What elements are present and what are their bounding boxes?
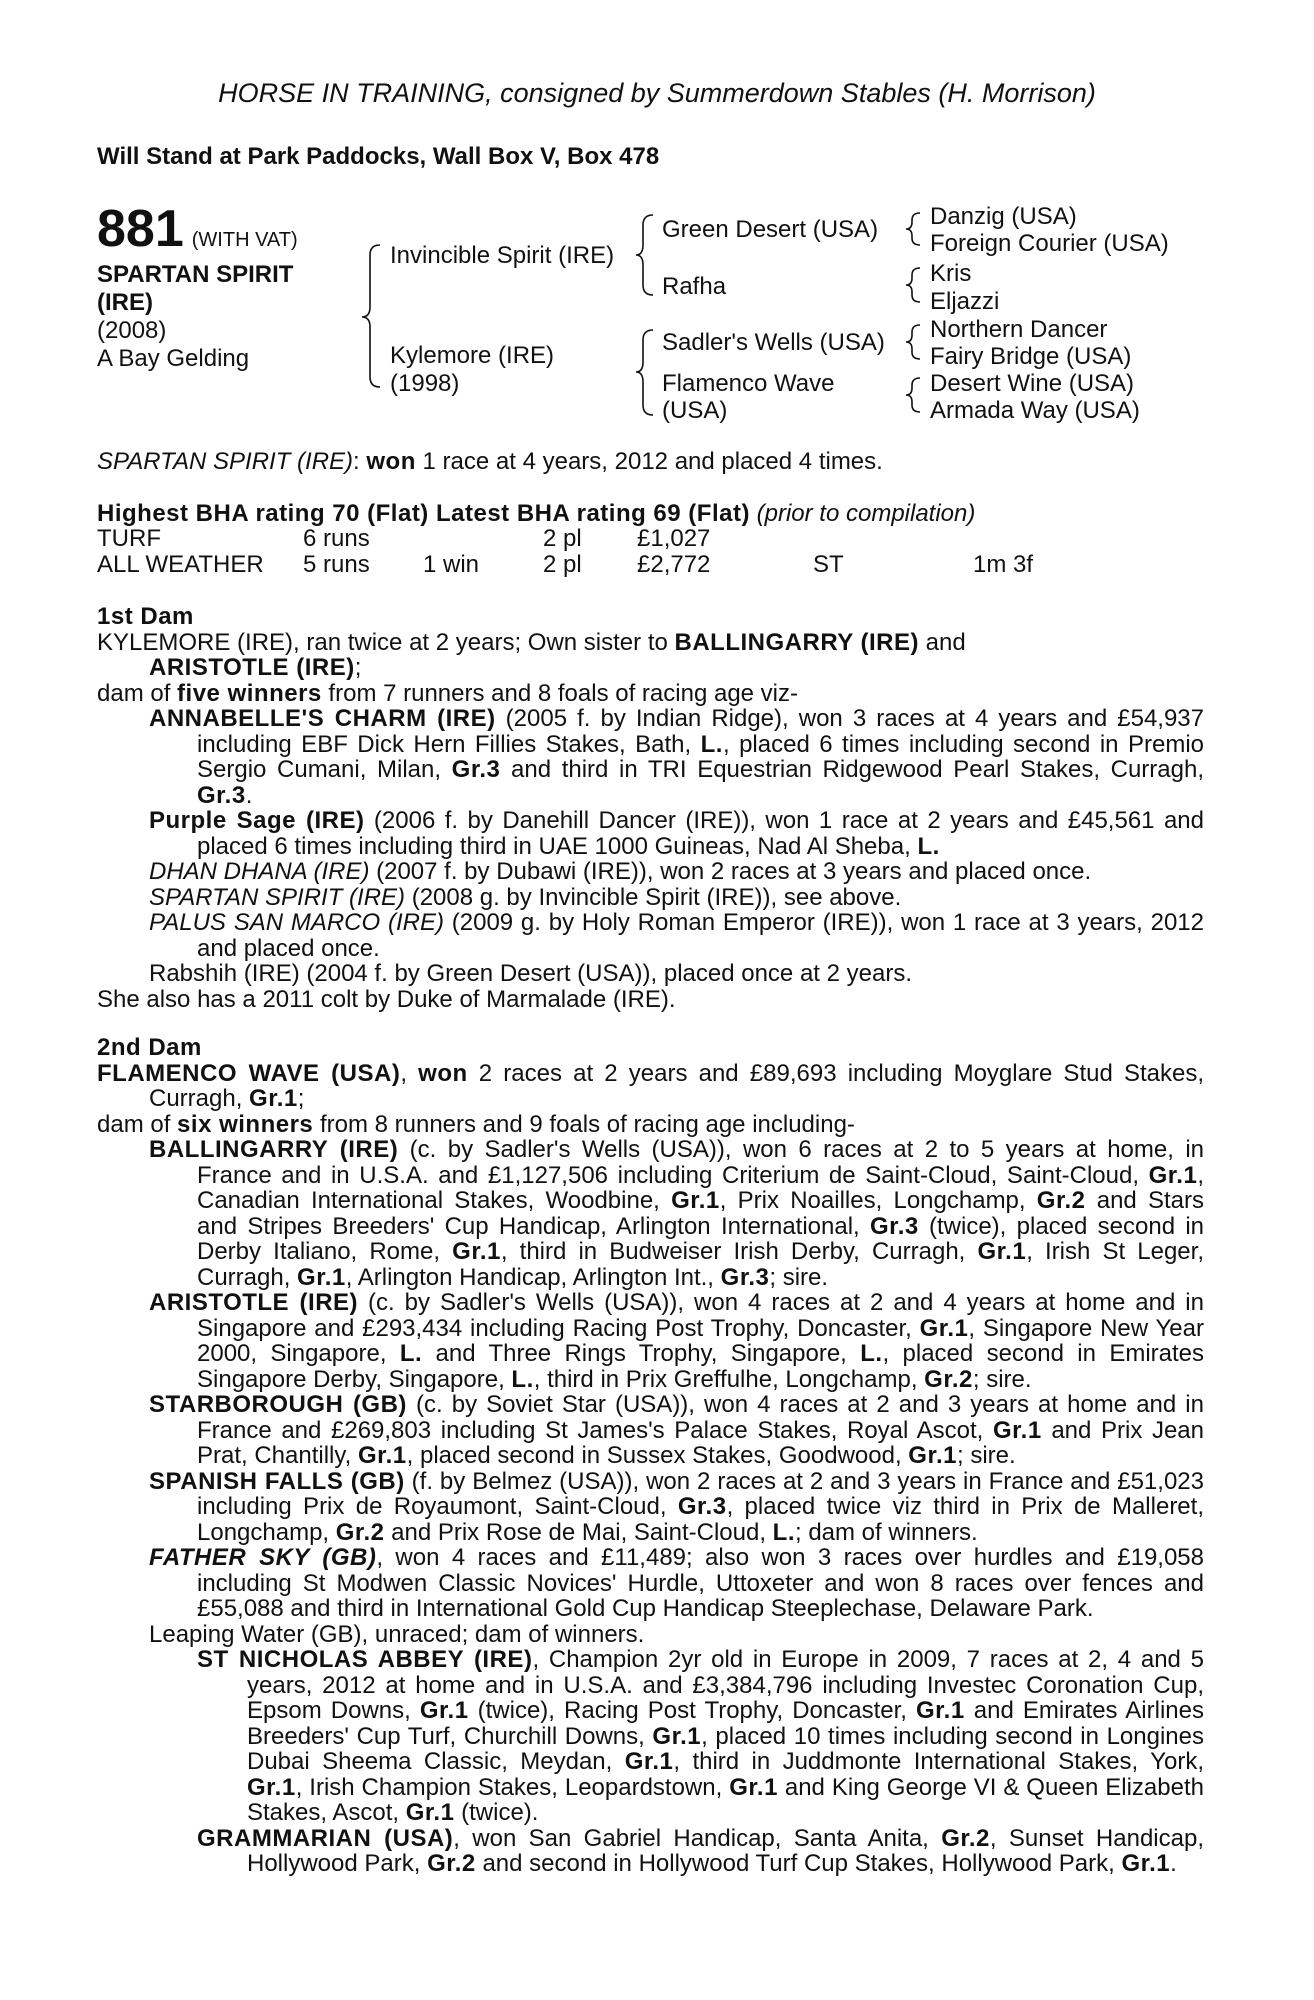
pedigree-sire: Invincible Spirit (IRE) (390, 242, 615, 269)
aw-record-label: ALL WEATHER (97, 551, 264, 578)
second-dam-heading: 2nd Dam (97, 1034, 202, 1061)
pedigree-dam-line2: (1998) (390, 370, 460, 397)
second-dam-produce-count: dam of six winners from 8 runners and 9 foals of racing age including- (97, 1110, 855, 1138)
aw-placed: 2 pl (543, 551, 582, 578)
first-dam-produce-count: dam of five winners from 7 runners and 8 foals of racing age viz- (97, 679, 799, 707)
consignor-header: HORSE IN TRAINING, consigned by Summerdown Stables (H. Morrison) (218, 78, 1096, 108)
horse-name-line1: SPARTAN SPIRIT (97, 261, 294, 288)
pedigree-dds: Desert Wine (USA) (930, 370, 1135, 397)
pedigree-sss: Danzig (USA) (930, 203, 1077, 230)
produce-leaping-water: Leaping Water (GB), unraced; dam of winners. (149, 1620, 645, 1648)
stand-location: Will Stand at Park Paddocks, Wall Box V, Box 478 (97, 143, 660, 170)
pedigree-dsd: Fairy Bridge (USA) (930, 343, 1132, 370)
second-dam-section (97, 1035, 1204, 1877)
foaling-year: (2008) (97, 317, 167, 344)
pedigree-sds: Kris (930, 260, 972, 287)
produce-rabshih: Rabshih (IRE) (2004 f. by Green Desert (USA)), placed once at 2 years. (149, 960, 912, 987)
pedigree-dam-dam-line2: (USA) (662, 397, 728, 424)
pedigree-sire-dam: Rafha (662, 273, 727, 300)
aw-prize: £2,772 (637, 551, 711, 578)
pedigree-sire-sire: Green Desert (USA) (662, 216, 879, 243)
aw-surface: ST (813, 551, 844, 578)
second-dam-intro: FLAMENCO WAVE (USA), won 2 races at 2 years and £89,693 including Moyglare Stud Stakes, Curragh, Gr.1; (97, 1059, 1204, 1112)
produce-spanish-falls: SPANISH FALLS (GB) (f. by Belmez (USA)), won 2 races at 2 and 3 years in France and £51,023 including Prix de Royaumont, Saint-Cloud, Gr.3, placed twice viz third in Prix de Malleret, Longchamp, Gr.2 and Prix Rose de Mai, Saint-Cloud, L.; dam of winners. (149, 1467, 1204, 1546)
pedigree-ssd: Foreign Courier (USA) (930, 230, 1169, 257)
produce-palus-san-marco: PALUS SAN MARCO (IRE) (2009 g. by Holy Roman Emperor (IRE)), won 1 race at 3 years, 2012 and placed once. (149, 909, 1204, 962)
first-dam-intro-cont: ARISTOTLE (IRE); (149, 654, 362, 681)
produce-spartan-spirit: SPARTAN SPIRIT (IRE) (2008 g. by Invincible Spirit (IRE)), see above. (149, 883, 902, 911)
turf-runs: 6 runs (303, 525, 370, 552)
race-summary: SPARTAN SPIRIT (IRE): won 1 race at 4 years, 2012 and placed 4 times. (97, 448, 883, 475)
produce-ballingarry: BALLINGARRY (IRE) (c. by Sadler's Wells (USA)), won 6 races at 2 to 5 years at home, in France and in U.S.A. and £1,127,506 including Criterium de Saint-Cloud, Saint-Cloud, Gr.1, Canadian International Stakes, Woodbine, Gr.1, Prix Noailles, Longchamp, Gr.2 and Stars and Stripes Breeders' Cup Handicap, Arlington International, Gr.3 (twice), placed second in Derby Italiano, Rome, Gr.1, third in Budweiser Irish Derby, Curragh, Gr.1, Irish St Leger, Curragh, Gr.1, Arlington Handicap, Arlington Int., Gr.3; sire. (149, 1136, 1205, 1291)
pedigree-dam-sire: Sadler's Wells (USA) (662, 329, 885, 356)
aw-runs: 5 runs (303, 551, 370, 578)
produce-grammarian: GRAMMARIAN (USA), won San Gabriel Handicap, Santa Anita, Gr.2, Sunset Handicap, Hollywood Park, Gr.2 and second in Hollywood Turf Cup Stakes, Hollywood Park, Gr.1. (197, 1824, 1204, 1877)
produce-father-sky: FATHER SKY (GB), won 4 races and £11,489; also won 3 races over hurdles and £19,058 including St Modwen Classic Novices' Hurdle, Uttoxeter and won 8 races over fences and £55,088 and third in International Gold Cup Handicap Steeplechase, Delaware Park. (149, 1544, 1204, 1622)
pedigree-dam-line1: Kylemore (IRE) (390, 342, 555, 369)
produce-st-nicholas-abbey: ST NICHOLAS ABBEY (IRE), Champion 2yr old in Europe in 2009, 7 races at 2, 4 and 5 years, 2012 at home and in U.S.A. and £3,384,796 including Investec Coronation Cup, Epsom Downs, Gr.1 (twice), Racing Post Trophy, Doncaster, Gr.1 and Emirates Airlines Breeders' Cup Turf, Churchill Downs, Gr.1, placed 10 times including second in Longines Dubai Sheema Classic, Meydan, Gr.1, third in Juddmonte International Stakes, York, Gr.1, Irish Champion Stakes, Leopardstown, Gr.1 and King George VI & Queen Elizabeth Stakes, Ascot, Gr.1 (twice). (197, 1646, 1205, 1826)
turf-placed: 2 pl (543, 525, 582, 552)
first-dam-also: She also has a 2011 colt by Duke of Marmalade (IRE). (97, 985, 676, 1013)
first-dam-intro: KYLEMORE (IRE), ran twice at 2 years; Own sister to BALLINGARRY (IRE) and (97, 628, 966, 656)
lot-number: 881 (97, 200, 184, 258)
turf-record-label: TURF (97, 525, 161, 552)
aw-distance: 1m 3f (973, 551, 1034, 578)
pedigree-dam-dam-line1: Flamenco Wave (662, 370, 835, 397)
produce-dhan-dhana: DHAN DHANA (IRE) (2007 f. by Dubawi (IRE)), won 2 races at 3 years and placed once. (149, 858, 1092, 885)
pedigree-dss: Northern Dancer (930, 316, 1108, 343)
first-dam-heading: 1st Dam (97, 603, 194, 630)
vat-label: (WITH VAT) (191, 229, 298, 251)
pedigree-ddd: Armada Way (USA) (930, 397, 1140, 424)
aw-wins: 1 win (423, 551, 480, 578)
horse-description: A Bay Gelding (97, 345, 250, 372)
pedigree-sdd: Eljazzi (930, 288, 1000, 315)
produce-annabelles-charm: ANNABELLE'S CHARM (IRE) (2005 f. by Indian Ridge), won 3 races at 4 years and £54,937 including EBF Dick Hern Fillies Stakes, Bath, L., placed 6 times including second in Premio Sergio Cumani, Milan, Gr.3 and third in TRI Equestrian Ridgewood Pearl Stakes, Curragh, Gr.3. (149, 705, 1205, 809)
first-dam-section (97, 604, 1204, 1012)
produce-aristotle: ARISTOTLE (IRE) (c. by Sadler's Wells (USA)), won 4 races at 2 and 4 years at home and in Singapore and £293,434 including Racing Post Trophy, Doncaster, Gr.1, Singapore New Year 2000, Singapore, L. and Three Rings Trophy, Singapore, L., placed second in Emirates Singapore Derby, Singapore, L., third in Prix Greffulhe, Longchamp, Gr.2; sire. (149, 1289, 1205, 1393)
bha-ratings: Highest BHA rating 70 (Flat) Latest BHA rating 69 (Flat) (prior to compilation) (97, 500, 976, 527)
produce-purple-sage: Purple Sage (IRE) (2006 f. by Danehill Dancer (IRE)), won 1 race at 2 years and £45,561 and placed 6 times including third in UAE 1000 Guineas, Nad Al Sheba, L. (149, 807, 1205, 860)
turf-prize: £1,027 (637, 525, 711, 552)
produce-starborough: STARBOROUGH (GB) (c. by Soviet Star (USA)), won 4 races at 2 and 3 years at home and in France and £269,803 including St James's Palace Stakes, Royal Ascot, Gr.1 and Prix Jean Prat, Chantilly, Gr.1, placed second in Sussex Stakes, Goodwood, Gr.1; sire. (149, 1391, 1204, 1469)
horse-name-line2: (IRE) (97, 289, 153, 316)
